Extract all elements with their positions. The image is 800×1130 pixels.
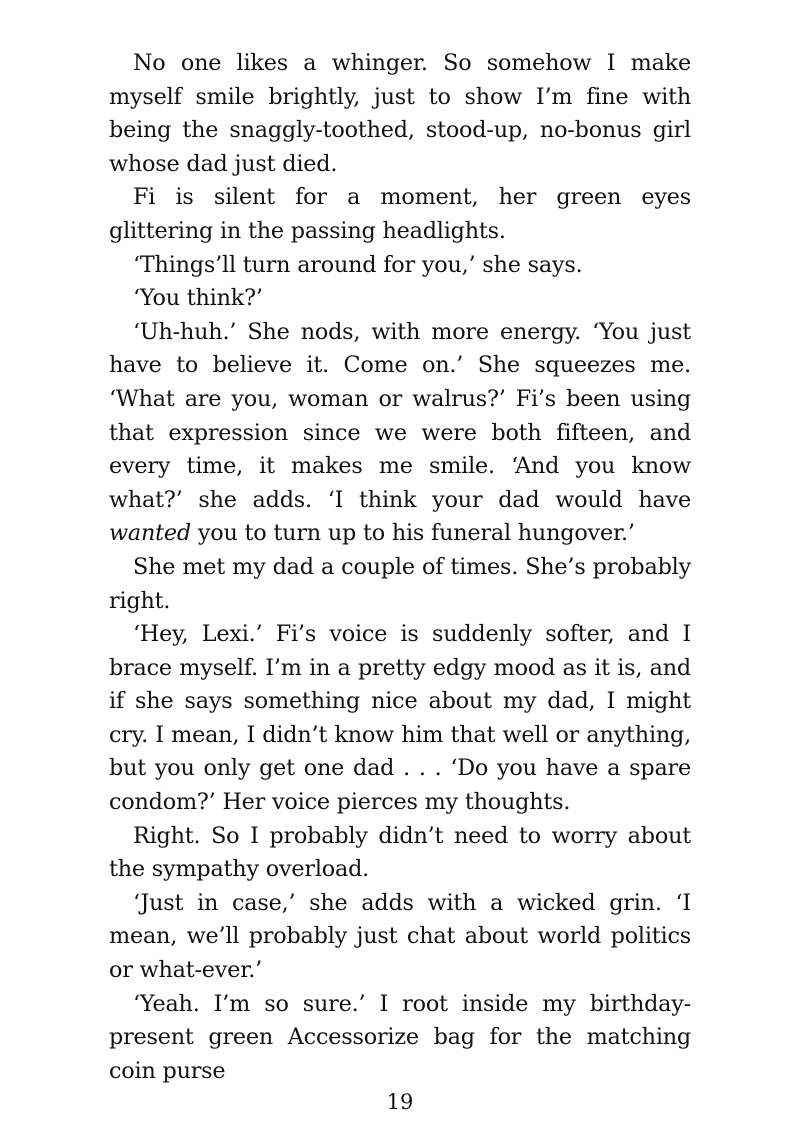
emphasis-wanted: wanted [109,520,191,547]
paragraph-10: ‘Yeah. I’m so sure.’ I root inside my birthday-present green Accessorize bag for the matching coin purse [109,990,691,1084]
paragraph-3: ‘Things’ll turn around for you,’ she says. [133,251,583,278]
paragraph-8: Right. So I probably didn’t need to worry about the sympathy overload. [109,822,691,883]
paragraph-7: ‘Hey, Lexi.’ Fi’s voice is suddenly softer, and I brace myself. I’m in a pretty edgy mood as it is, and if she says something nice about my dad, I might cry. I mean, I didn’t know him that well or anything, but you only get one dad . . . ‘Do you have a spare condom?’ Her voice pierces my thoughts. [109,621,691,816]
paragraph-2: Fi is silent for a moment, her green eyes glittering in the passing headlights. [109,184,691,244]
paragraph-5-lead: ‘Uh-huh.’ She nods, with more energy. ‘You just have to believe it. Come on.’ She squeezes me. ‘What are you, woman or walrus?’ Fi’s been using that expression since we were both fifteen, and every time, it makes me smile. ‘And you know what?’ she adds. ‘I think your dad would have [109,318,691,513]
page-number: 19 [386,1090,414,1114]
paragraph-5-tail: you to turn up to his funeral hungover.’ [190,520,635,547]
paragraph-9: ‘Just in case,’ she adds with a wicked grin. ‘I mean, we’ll probably just chat about world politics or what-ever.’ [109,889,691,984]
paragraph-6: She met my dad a couple of times. She’s probably right. [109,553,691,614]
paragraph-4: ‘You think?’ [133,285,263,312]
paragraph-5 [109,316,691,551]
body-text [109,47,691,1088]
paragraph-1: No one likes a whinger. So somehow I make myself smile brightly, just to show I’m fine with being the snaggly-toothed, stood-up, no-bonus girl whose dad just died. [109,50,691,177]
